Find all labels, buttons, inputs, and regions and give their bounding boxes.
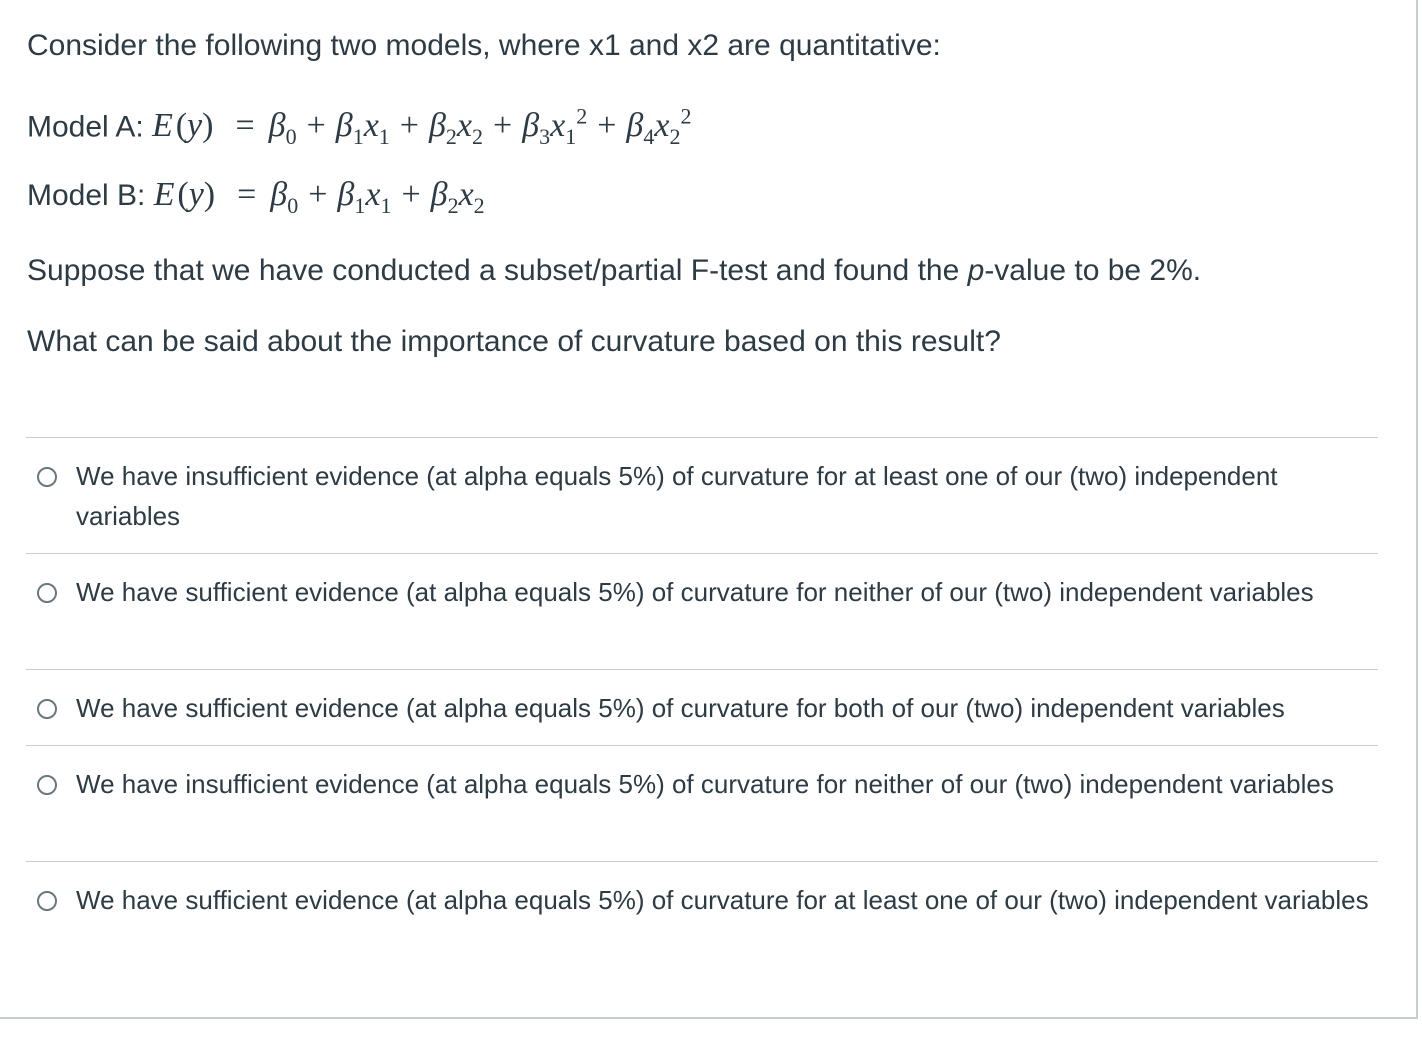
question-prompt: What can be said about the importance of curvature based on this result? bbox=[27, 325, 1001, 358]
answer-option-5[interactable] bbox=[26, 862, 1378, 978]
radio-button[interactable] bbox=[37, 699, 57, 719]
model-b-equation bbox=[27, 177, 485, 224]
answer-option-4[interactable] bbox=[26, 746, 1378, 862]
answer-label: We have sufficient evidence (at alpha equals 5%) of curvature for both of our (two) independent variables bbox=[76, 693, 1285, 723]
model-a-label: Model A: bbox=[27, 110, 144, 144]
answer-label: We have sufficient evidence (at alpha equals 5%) of curvature for neither of our (two) independent variables bbox=[76, 577, 1314, 607]
suppose-prefix: Suppose that we have conducted a subset/partial F-test and found the bbox=[27, 254, 968, 287]
radio-button[interactable] bbox=[37, 891, 57, 911]
model-a-equation bbox=[27, 99, 691, 155]
suppose-p: p bbox=[967, 254, 985, 287]
answer-option-3[interactable] bbox=[26, 670, 1378, 746]
radio-button[interactable] bbox=[37, 775, 57, 795]
question-suppose bbox=[27, 253, 1201, 289]
answer-list bbox=[26, 437, 1378, 978]
radio-button[interactable] bbox=[37, 467, 57, 487]
question-intro: Consider the following two models, where x1 and x2 are quantitative: bbox=[27, 29, 941, 62]
model-b-formula: E $(y) = \beta_0 + \beta_1x_1 + \beta_2x_2$ bbox=[153, 176, 485, 218]
answer-option-1[interactable] bbox=[26, 438, 1378, 554]
answer-label: We have insufficient evidence (at alpha equals 5%) of curvature for neither of our (two) independent variables bbox=[76, 769, 1334, 799]
suppose-suffix: -value to be 2%. bbox=[984, 254, 1202, 287]
model-a-formula: E $(y) = \beta_0 + \beta_1x_1 + \beta_2x_2 + \beta_3x_1^2 + \beta_4x_2^2$ bbox=[152, 104, 692, 150]
answer-label: We have sufficient evidence (at alpha equals 5%) of curvature for at least one of our (two) independent variables bbox=[76, 885, 1369, 915]
answer-label: We have insufficient evidence (at alpha equals 5%) of curvature for at least one of our (two) independent variables bbox=[76, 461, 1278, 531]
answer-option-2[interactable] bbox=[26, 554, 1378, 670]
model-b-label: Model B: bbox=[27, 179, 146, 212]
radio-button[interactable] bbox=[37, 583, 57, 603]
